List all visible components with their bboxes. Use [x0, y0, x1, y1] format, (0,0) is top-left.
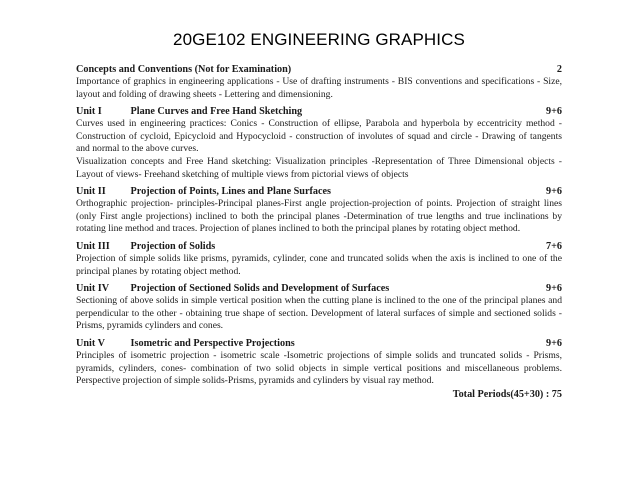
section-paragraph: Visualization concepts and Free Hand sketching: Visualization principles -Representation of Three Dimensional objects - Layout of views- Freehand sketching of multiple views from pictorial views of objects	[76, 155, 562, 180]
slide-title: 20GE102 ENGINEERING GRAPHICS	[173, 30, 465, 49]
section-concepts	[76, 63, 562, 101]
section-heading	[76, 63, 562, 76]
unit-label: Unit I	[76, 106, 102, 118]
section-heading	[76, 240, 562, 253]
section-paragraph: Orthographic projection- principles-Principal planes-First angle projection-projection of points. Projection of straight lines (only First angle projections) inclined to both the principal planes -Determination of true lengths and true inclinations by rotating line method and traces. Projection of planes inclined to both the principal planes by rotating object method.	[76, 198, 562, 235]
section-title: Concepts and Conventions (Not for Examination)	[76, 64, 292, 75]
section-title: Projection of Points, Lines and Plane Surfaces	[130, 186, 331, 198]
section-unit-3	[76, 240, 562, 278]
section-title: Projection of Solids	[130, 240, 216, 252]
section-paragraph: Curves used in engineering practices: Conics - Construction of ellipse, Parabola and hyperbola by eccentricity method - Construction of cycloid, Epicycloid and Hypocycloid - construction of involutes of squad and circle - Drawing of tangents and normal to the above curves.	[76, 118, 562, 155]
section-unit-1	[76, 105, 562, 181]
section-paragraph: Principles of isometric projection - isometric scale -Isometric projections of simple solids and truncated solids - Prisms, pyramids, cylinders, cones- combination of two solid objects in simple vertical positions and miscellaneous problems. Perspective projection of simple solids-Prisms, pyramids and cylinders by visual ray method.	[76, 349, 562, 387]
section-unit-5	[76, 337, 562, 388]
section-unit-2	[76, 185, 562, 236]
section-title: Plane Curves and Free Hand Sketching	[130, 106, 303, 118]
section-unit-4	[76, 282, 562, 333]
total-periods: Total Periods(45+30) : 75	[452, 388, 562, 400]
section-heading	[76, 185, 562, 198]
section-hours: 9+6	[546, 106, 562, 118]
unit-label: Unit V	[76, 337, 105, 349]
section-heading	[76, 105, 562, 118]
section-heading	[76, 337, 562, 350]
section-title: Projection of Sectioned Solids and Development of Surfaces	[130, 283, 390, 295]
unit-label: Unit IV	[76, 283, 110, 295]
unit-label: Unit II	[76, 186, 106, 198]
section-paragraph: Importance of graphics in engineering applications - Use of drafting instruments - BIS conventions and specifications - Size, layout and folding of drawing sheets - Lettering and dimensioning.	[76, 76, 562, 100]
syllabus-document	[76, 63, 562, 401]
section-hours: 7+6	[546, 240, 562, 252]
section-hours: 9+6	[546, 283, 562, 295]
section-title: Isometric and Perspective Projections	[130, 337, 295, 349]
section-hours: 9+6	[546, 186, 562, 198]
section-paragraph: Projection of simple solids like prisms, pyramids, cylinder, cone and truncated solids when the axis is inclined to one of the principal planes by rotating object method.	[76, 252, 562, 277]
section-paragraph: Sectioning of above solids in simple vertical position when the cutting plane is inclined to the one of the principal planes and perpendicular to the other - obtaining true shape of section. Development of lateral surfaces of simple and sectioned solids - Prisms, pyramids cylinders and cones.	[76, 295, 562, 332]
section-heading	[76, 282, 562, 295]
section-hours: 9+6	[546, 337, 562, 349]
unit-label: Unit III	[76, 240, 110, 252]
section-hours: 2	[556, 64, 562, 75]
